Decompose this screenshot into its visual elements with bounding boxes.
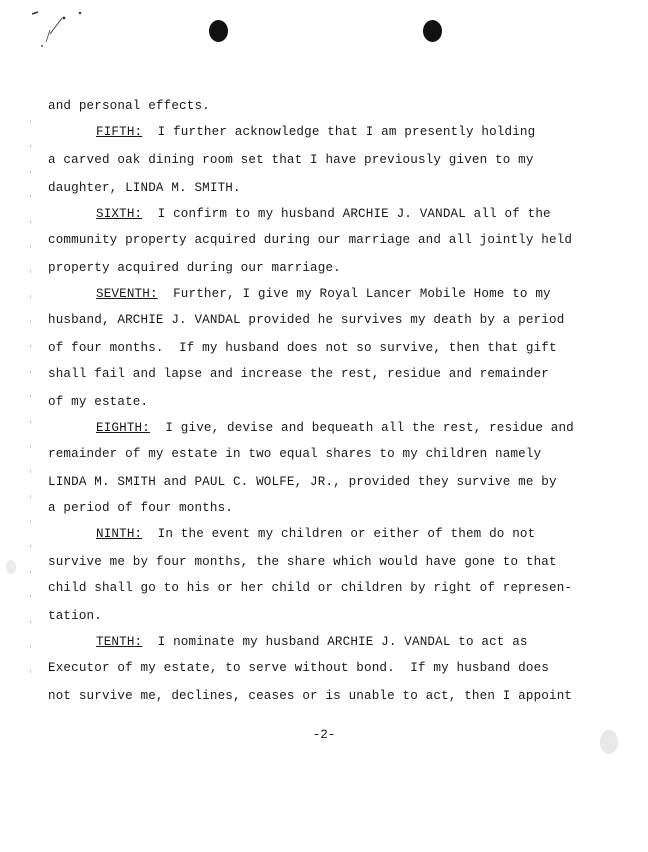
text-line bbox=[48, 580, 572, 596]
line-text: I confirm to my husband ARCHIE J. VANDAL all of the bbox=[142, 207, 551, 221]
line-text: I nominate my husband ARCHIE J. VANDAL to act as bbox=[142, 635, 528, 649]
corner-scribble-mark bbox=[28, 4, 88, 50]
text-line bbox=[48, 688, 572, 704]
article-heading: TENTH: bbox=[96, 635, 143, 649]
line-text: tation. bbox=[48, 609, 102, 623]
line-text: child shall go to his or her child or children by right of represen- bbox=[48, 581, 573, 595]
scan-speck bbox=[6, 560, 16, 574]
text-line bbox=[48, 446, 541, 462]
text-line bbox=[48, 500, 233, 516]
article-heading: FIFTH: bbox=[96, 125, 143, 139]
article-heading: SEVENTH: bbox=[96, 287, 158, 301]
line-text: survive me by four months, the share which would have gone to that bbox=[48, 555, 557, 569]
line-text: Further, I give my Royal Lancer Mobile Home to my bbox=[157, 287, 551, 301]
article-heading: SIXTH: bbox=[96, 207, 143, 221]
text-line bbox=[48, 340, 557, 356]
text-line bbox=[48, 232, 572, 248]
line-text: of four months. If my husband does not so survive, then that gift bbox=[48, 341, 557, 355]
punch-hole-right bbox=[423, 20, 442, 42]
text-line bbox=[48, 608, 102, 624]
line-text: husband, ARCHIE J. VANDAL provided he survives my death by a period bbox=[48, 313, 565, 327]
text-line bbox=[48, 98, 210, 114]
paragraph-first-line bbox=[96, 634, 528, 650]
text-line bbox=[48, 180, 241, 196]
text-line bbox=[48, 366, 549, 382]
left-margin-mark bbox=[30, 120, 31, 680]
paragraph-first-line bbox=[96, 420, 574, 436]
line-text: property acquired during our marriage. bbox=[48, 261, 341, 275]
article-heading: NINTH: bbox=[96, 527, 143, 541]
punch-hole-left bbox=[209, 20, 228, 42]
line-text: of my estate. bbox=[48, 395, 149, 409]
line-text: Executor of my estate, to serve without bond. If my husband does bbox=[48, 661, 549, 675]
text-line bbox=[48, 260, 341, 276]
line-text: not survive me, declines, ceases or is unable to act, then I appoint bbox=[48, 689, 573, 703]
line-text: a period of four months. bbox=[48, 501, 233, 515]
paragraph-first-line bbox=[96, 124, 535, 140]
line-text: and personal effects. bbox=[48, 99, 210, 113]
line-text: In the event my children or either of them do not bbox=[142, 527, 536, 541]
text-line bbox=[48, 474, 557, 490]
paragraph-first-line bbox=[96, 526, 535, 542]
text-line bbox=[48, 152, 534, 168]
line-text: daughter, LINDA M. SMITH. bbox=[48, 181, 241, 195]
paragraph-first-line bbox=[96, 286, 551, 302]
text-line bbox=[48, 394, 148, 410]
article-heading: EIGHTH: bbox=[96, 421, 150, 435]
paragraph-first-line bbox=[96, 206, 551, 222]
line-text: LINDA M. SMITH and PAUL C. WOLFE, JR., provided they survive me by bbox=[48, 475, 557, 489]
line-text: I give, devise and bequeath all the rest, residue and bbox=[149, 421, 574, 435]
text-line bbox=[48, 660, 549, 676]
line-text: a carved oak dining room set that I have previously given to my bbox=[48, 153, 534, 167]
line-text: remainder of my estate in two equal shares to my children namely bbox=[48, 447, 542, 461]
line-text: shall fail and lapse and increase the rest, residue and remainder bbox=[48, 367, 549, 381]
page-number: -2- bbox=[312, 728, 336, 742]
text-line bbox=[48, 312, 564, 328]
text-line bbox=[48, 554, 557, 570]
line-text: I further acknowledge that I am presently holding bbox=[142, 125, 536, 139]
line-text: community property acquired during our marriage and all jointly held bbox=[48, 233, 573, 247]
